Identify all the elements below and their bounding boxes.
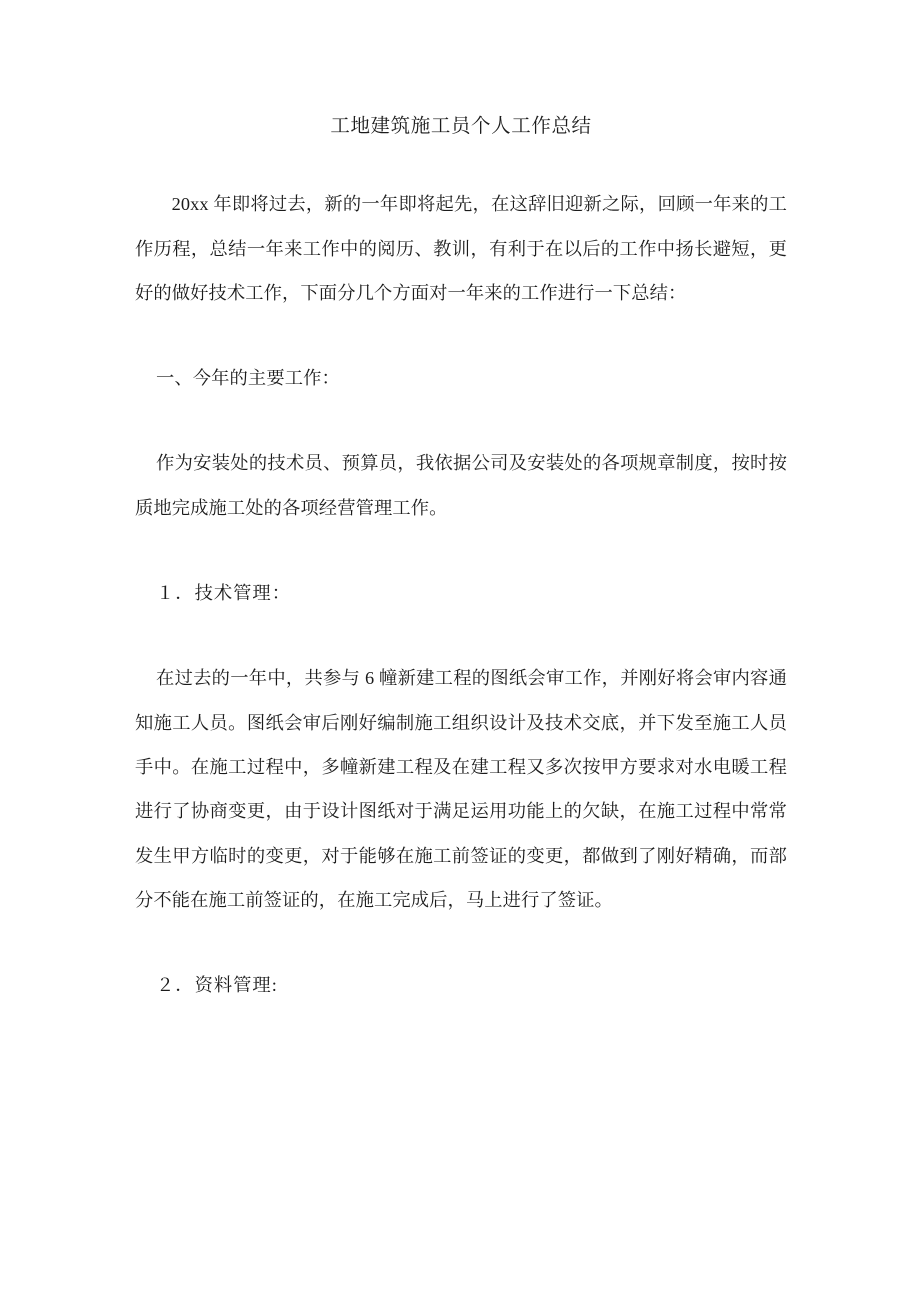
document-body bbox=[135, 0, 787, 1007]
page-title: 工地建筑施工员个人工作总结 bbox=[330, 116, 592, 137]
spacer-before-heading-1-1 bbox=[135, 530, 787, 571]
spacer-before-heading-1-2 bbox=[135, 922, 787, 963]
heading-subsection-1-1: １．技术管理： bbox=[156, 583, 291, 604]
spacer-before-duties bbox=[135, 400, 787, 441]
heading-section-1: 一、今年的主要工作： bbox=[156, 368, 340, 389]
spacer-before-tech bbox=[135, 615, 787, 656]
heading-subsection-1-2: ２．资料管理: bbox=[156, 975, 278, 996]
paragraph-intro: 20xx 年即将过去，新的一年即将起先，在这辞旧迎新之际，回顾一年来的工作历程，总结一年来工作中的阅历、教训，有利于在以后的工作中扬长避短，更好的做好技术工作，下面分几个方面对一年来的工作进行一下总结： bbox=[135, 194, 787, 303]
spacer-after-title bbox=[135, 141, 787, 182]
spacer-before-heading-1 bbox=[135, 315, 787, 356]
paragraph-duties: 作为安装处的技术员、预算员，我依据公司及安装处的各项规章制度，按时按质地完成施工处的各项经营管理工作。 bbox=[135, 453, 787, 518]
paragraph-technical-management: 在过去的一年中，共参与 6 幢新建工程的图纸会审工作，并刚好将会审内容通知施工人员。图纸会审后刚好编制施工组织设计及技术交底，并下发至施工人员手中。在施工过程中，多幢新建工程及在建工程又多次按甲方要求对水电暖工程进行了协商变更，由于设计图纸对于满足运用功能上的欠缺，在施工过程中常常发生甲方临时的变更，对于能够在施工前签证的变更，都做到了刚好精确，而部分不能在施工前签证的，在施工完成后，马上进行了签证。 bbox=[135, 668, 787, 910]
